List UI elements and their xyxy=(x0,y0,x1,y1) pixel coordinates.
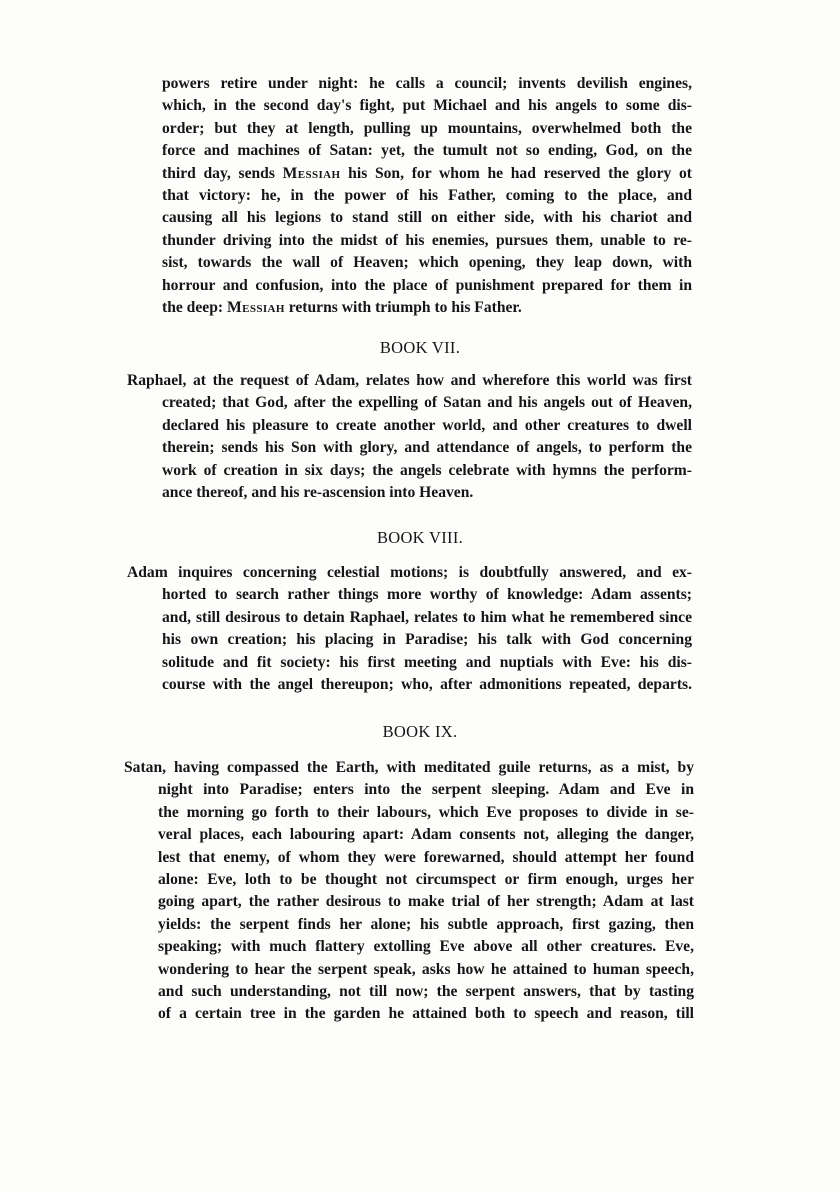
line-text: wondering to hear the serpent speak, asks how he attained to human speech, xyxy=(158,961,694,978)
book-viii-heading: BOOK VIII. xyxy=(376,528,464,547)
book7-line-3 xyxy=(0,415,840,439)
book8-line-2 xyxy=(0,584,840,608)
line-text: ance thereof, and his re-ascension into Heaven. xyxy=(162,484,474,501)
line-text: declared his pleasure to create another world, and other creatures to dwell xyxy=(162,417,692,434)
book9-line-5 xyxy=(0,847,840,871)
intro-line-10 xyxy=(0,275,840,299)
book8-line-5 xyxy=(0,652,840,676)
line-text: created; that God, after the expelling of Satan and his angels out of Heaven, xyxy=(162,394,692,411)
intro-line-4 xyxy=(0,140,840,164)
line-text: sist, towards the wall of Heaven; which opening, they leap down, with xyxy=(162,254,692,271)
line-text: horted to search rather things more worthy of knowledge: Adam assents; xyxy=(162,586,692,603)
line-text: that victory: he, in the power of his Father, coming to the place, and xyxy=(162,187,692,204)
line-text: and such understanding, not till now; the serpent answers, that by tasting xyxy=(158,983,694,1000)
line-text: alone: Eve, loth to be thought not circumspect or firm enough, urges her xyxy=(158,871,694,888)
intro-line-8 xyxy=(0,230,840,254)
book9-line-11 xyxy=(0,981,840,1005)
book9-line-8 xyxy=(0,914,840,938)
line-text: going apart, the rather desirous to make trial of her strength; Adam at last xyxy=(158,893,694,910)
line-text: order; but they at length, pulling up mountains, overwhelmed both the xyxy=(162,120,692,137)
book8-line-1 xyxy=(0,562,840,586)
line-text: the deep: Messiah returns with triumph to his Father. xyxy=(162,299,522,316)
line-text: Satan, having compassed the Earth, with meditated guile returns, as a mist, by xyxy=(124,759,694,776)
intro-line-9 xyxy=(0,252,840,276)
line-text: night into Paradise; enters into the serpent sleeping. Adam and Eve in xyxy=(158,781,694,798)
book9-line-7 xyxy=(0,891,840,915)
line-text: solitude and fit society: his first meeting and nuptials with Eve: his dis- xyxy=(162,654,692,671)
line-text: Adam inquires concerning celestial motions; is doubtfully answered, and ex- xyxy=(127,564,692,581)
intro-line-7 xyxy=(0,207,840,231)
line-text: therein; sends his Son with glory, and attendance of angels, to perform the xyxy=(162,439,692,456)
book-ix-heading: BOOK IX. xyxy=(382,722,458,741)
book8-line-4 xyxy=(0,629,840,653)
book8-line-6 xyxy=(0,674,840,698)
line-text: which, in the second day's fight, put Michael and his angels to some dis- xyxy=(162,97,692,114)
line-text: of a certain tree in the garden he attained both to speech and reason, till xyxy=(158,1005,694,1022)
line-text: speaking; with much flattery extolling Eve above all other creatures. Eve, xyxy=(158,938,694,955)
book9-line-2 xyxy=(0,779,840,803)
intro-line-5 xyxy=(0,163,840,187)
book9-line-4 xyxy=(0,824,840,848)
line-text: force and machines of Satan: yet, the tumult not so ending, God, on the xyxy=(162,142,692,159)
intro-line-2 xyxy=(0,95,840,119)
line-text: his own creation; his placing in Paradise; his talk with God concerning xyxy=(162,631,692,648)
line-text: and, still desirous to detain Raphael, relates to him what he remembered since xyxy=(162,609,692,626)
book7-line-4 xyxy=(0,437,840,461)
line-text: causing all his legions to stand still on either side, with his chariot and xyxy=(162,209,692,226)
line-text: powers retire under night: he calls a council; invents devilish engines, xyxy=(162,75,692,92)
book9-line-10 xyxy=(0,959,840,983)
book7-line-5 xyxy=(0,460,840,484)
line-text: Raphael, at the request of Adam, relates how and wherefore this world was first xyxy=(127,372,692,389)
line-text: horrour and confusion, into the place of punishment prepared for them in xyxy=(162,277,692,294)
intro-line-11 xyxy=(0,297,840,321)
book7-line-2 xyxy=(0,392,840,416)
intro-line-3 xyxy=(0,118,840,142)
book8-line-3 xyxy=(0,607,840,631)
line-text: the morning go forth to their labours, which Eve proposes to divide in se- xyxy=(158,804,694,821)
book9-line-6 xyxy=(0,869,840,893)
line-text: third day, sends Messiah his Son, for whom he had reserved the glory ot xyxy=(162,165,692,182)
line-text: veral places, each labouring apart: Adam consents not, alleging the danger, xyxy=(158,826,694,843)
book9-line-12 xyxy=(0,1003,840,1027)
line-text: yields: the serpent finds her alone; his subtle approach, first gazing, then xyxy=(158,916,694,933)
book9-line-9 xyxy=(0,936,840,960)
book9-line-1 xyxy=(0,757,840,781)
book9-line-3 xyxy=(0,802,840,826)
line-text: course with the angel thereupon; who, after admonitions repeated, departs. xyxy=(162,676,692,693)
line-text: lest that enemy, of whom they were forewarned, should attempt her found xyxy=(158,849,694,866)
line-text: work of creation in six days; the angels celebrate with hymns the perform- xyxy=(162,462,692,479)
intro-line-1 xyxy=(0,73,840,97)
line-text: thunder driving into the midst of his enemies, pursues them, unable to re- xyxy=(162,232,692,249)
book7-line-1 xyxy=(0,370,840,394)
book7-line-6 xyxy=(0,482,840,506)
intro-line-6 xyxy=(0,185,840,209)
book-vii-heading: BOOK VII. xyxy=(379,338,461,357)
